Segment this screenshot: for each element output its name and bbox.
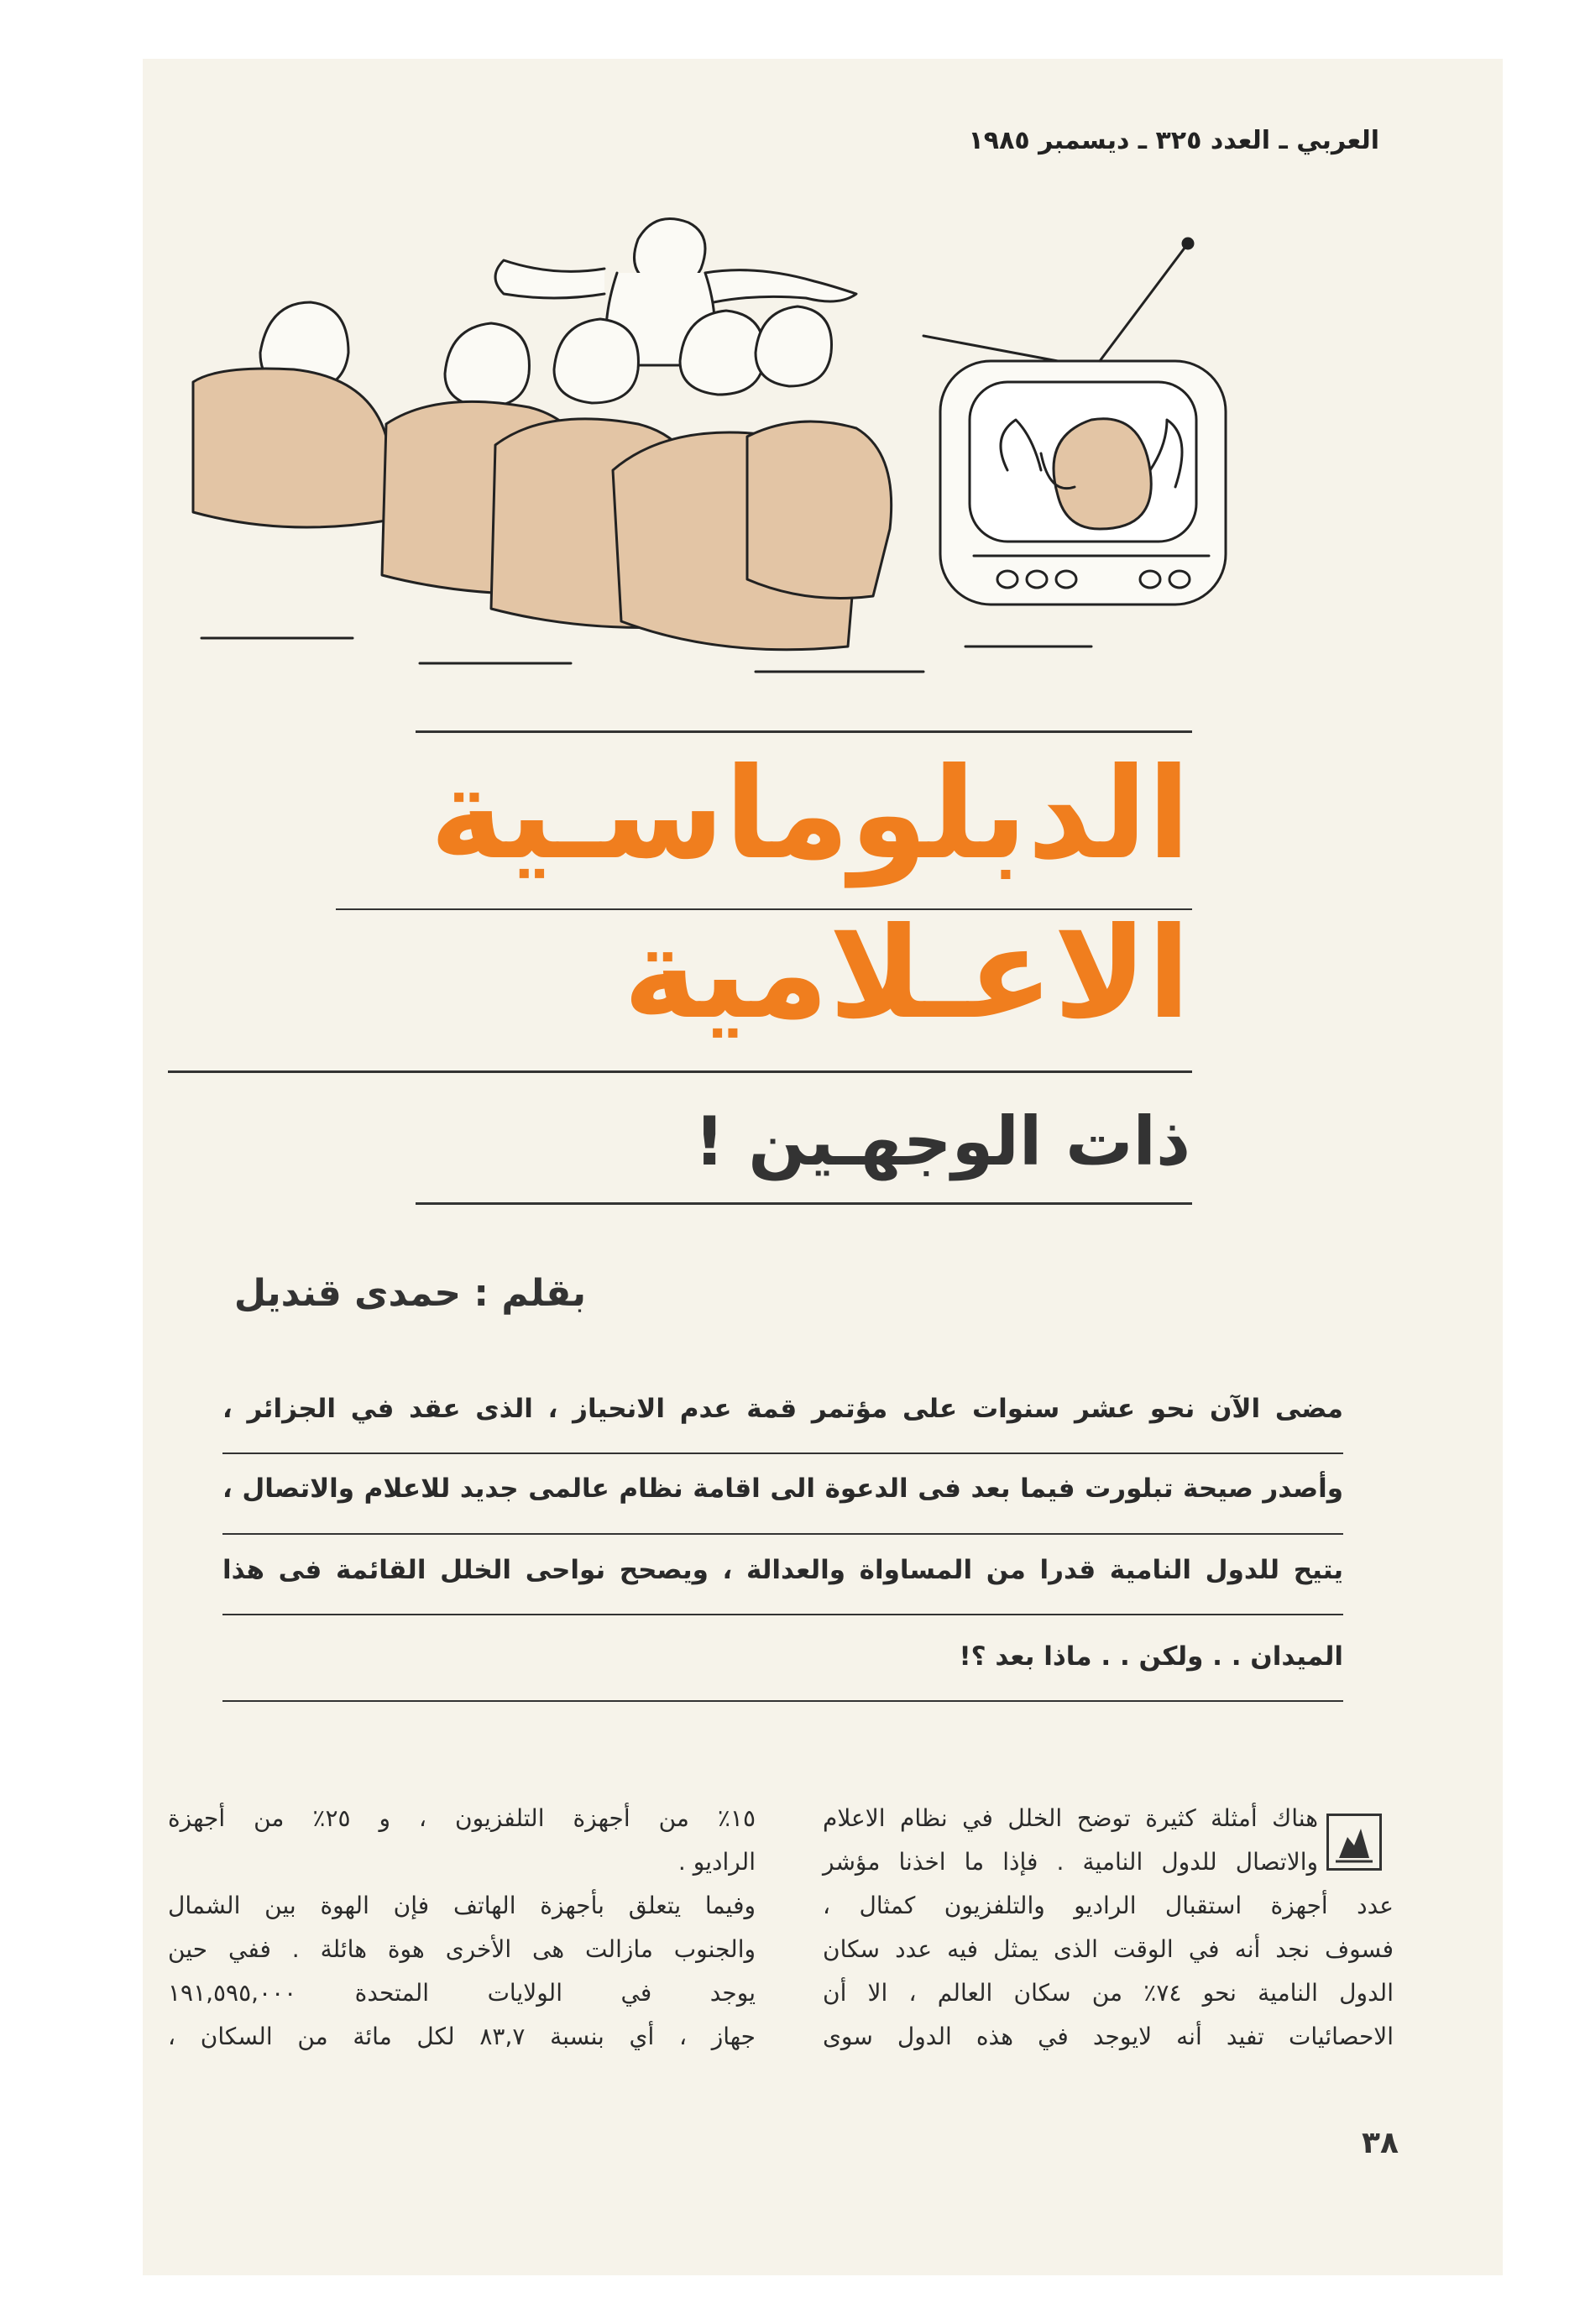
author-byline: بقلم : حمدى قنديل	[233, 1272, 586, 1315]
right-col-line-5: الدول النامية نحو ٧٤٪ من سكان العالم ، الا أن	[823, 1979, 1394, 2007]
right-column-text-cont	[823, 1884, 1394, 2059]
seated-men-figures	[193, 302, 892, 650]
intro-line-1: مضى الآن نحو عشر سنوات على مؤتمر قمة عدم الانحياز ، الذى عقد في الجزائر ،	[222, 1394, 1343, 1424]
left-col-line-2: الراديو .	[677, 1848, 756, 1876]
intro-line-3: يتيح للدول النامية قدرا من المساواة والعدالة ، ويصحح نواحى الخلل القائمة فى هذا	[222, 1555, 1343, 1585]
intro-rule-1	[222, 1452, 1343, 1454]
intro-rule-3	[222, 1614, 1343, 1615]
left-col-line-6: جهاز ، أي بنسبة ٨٣,٧ لكل مائة من السكان ،	[168, 2023, 756, 2050]
right-col-line-1: هناك أمثلة كثيرة توضح الخلل في نظام الاعلام	[823, 1804, 1318, 1832]
intro-rule-2	[222, 1533, 1343, 1535]
intro-line-2: وأصدر صيحة تبلورت فيما بعد فى الدعوة الى اقامة نظام عالمى جديد للاعلام والاتصال ،	[222, 1473, 1343, 1504]
right-col-line-2: والاتصال للدول النامية . فإذا ما اخذنا مؤشر	[823, 1848, 1318, 1876]
magazine-logo-icon	[1326, 1814, 1382, 1871]
right-col-line-6: الاحصائيات تفيد أنه لايوجد في هذه الدول سوى	[823, 2023, 1394, 2050]
title-bottom-rule	[168, 1070, 1192, 1073]
left-column-text	[168, 1797, 756, 2059]
issue-header: العربي ـ العدد ٣٢٥ ـ ديسمبر ١٩٨٥	[968, 126, 1379, 155]
page-number: ٣٨	[1362, 2126, 1399, 2160]
left-col-line-3: وفيما يتعلق بأجهزة الهاتف فإن الهوة بين الشمال	[168, 1892, 756, 1919]
headline-subtitle: ذات الوجهـين !	[693, 1102, 1190, 1180]
right-col-line-3: عدد أجهزة استقبال الراديو والتلفزيون كمثال ،	[823, 1892, 1394, 1919]
television-icon	[923, 238, 1226, 605]
headline-line-1: الدبلوماسـية	[429, 741, 1190, 887]
intro-line-4: الميدان . . ولكن . . ماذا بعد ؟!	[959, 1641, 1343, 1672]
right-col-line-4: فسوف نجد أنه في الوقت الذى يمثل فيه عدد سكان	[823, 1935, 1394, 1963]
left-col-line-4: والجنوب مازالت هى الأخرى هوة هائلة . ففي حين	[168, 1935, 756, 1963]
left-col-line-5: يوجد في الولايات المتحدة ١٩١,٥٩٥,٠٠٠	[168, 1979, 756, 2007]
right-column-text	[823, 1797, 1318, 1884]
intro-rule-4	[222, 1700, 1343, 1702]
left-col-line-1: ١٥٪ من أجهزة التلفزيون ، و ٢٥٪ من أجهزة	[168, 1804, 756, 1832]
headline-line-2: الاعـلامية	[623, 901, 1190, 1047]
subtitle-bottom-rule	[416, 1202, 1192, 1205]
cartoon-illustration	[168, 193, 1284, 705]
